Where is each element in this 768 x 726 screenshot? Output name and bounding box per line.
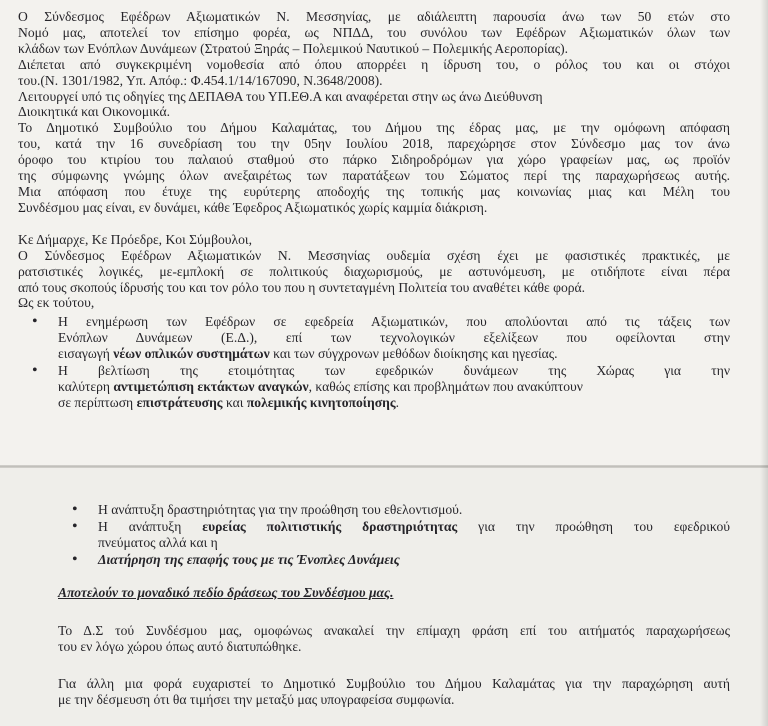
- address-line: από τους σκοπούς ίδρυσής του και τον ρόλο του που η συντεταγμένη Πολιτεία του αναθέτει κάθε φορά.: [18, 279, 586, 295]
- bullet-line: [58, 346, 730, 362]
- bullet-line: [98, 552, 730, 568]
- address-line: ρατσιστικές λογικές, με-εμπλοκή σε πολιτικούς διαχωρισμούς, με αστυνόμευση, με οτιδήποτε είναι πέρα: [18, 263, 730, 279]
- revoke-paragraph: [58, 623, 730, 655]
- bullet-text: , καθώς επίσης και προβλημάτων που ανακύπτουν: [308, 378, 583, 394]
- lower-text-block: [58, 502, 730, 569]
- intro-line: του.(Ν. 1301/1982, Υπ. Απόφ.: Φ.454.1/14/167090, Ν.3648/2008).: [18, 72, 383, 88]
- list-item: [18, 363, 730, 411]
- bullet-line: [98, 519, 730, 535]
- list-item: [58, 502, 730, 518]
- paragraph-gap: [18, 216, 730, 232]
- bullet-emphasis: Διατήρηση της επαφής τους με τις Ένοπλες Δυνάμεις: [98, 551, 400, 567]
- bullet-emphasis: αντιμετώπιση εκτάκτων αναγκών: [113, 378, 309, 394]
- intro-paragraph: [18, 9, 730, 216]
- bullet-emphasis: ευρείας πολιτιστικής δραστηριότητας: [202, 518, 458, 534]
- address-paragraph: [18, 232, 730, 312]
- objectives-list-bottom: [58, 502, 730, 568]
- bullet-text: για την προώθηση του εφεδρικού: [457, 518, 731, 534]
- thanks-line: Για άλλη μια φορά ευχαριστεί το Δημοτικό Συμβούλιο του Δήμου Καλαμάτας για την παραχώρηση αυτή: [58, 676, 730, 691]
- bullet-emphasis: νέων οπλικών συστημάτων: [113, 346, 270, 362]
- scope-heading: Αποτελούν το μοναδικό πεδίο δράσεως του Συνδέσμου μας.: [58, 585, 394, 600]
- objectives-list-top: [18, 314, 730, 410]
- address-line: Ο Σύνδεσμος Εφέδρων Αξιωματικών Ν. Μεσσηνίας ουδεμία σχέση έχει με φασιστικές πρακτικές, με: [18, 247, 730, 263]
- intro-line: κλάδων των Ενόπλων Δυνάμεων (Στρατού Ξηράς – Πολεμικού Ναυτικού – Πολεμικής Αεροπορίας).: [18, 40, 569, 56]
- bullet-emphasis: πολεμικής κινητοποίησης: [246, 394, 396, 410]
- intro-line: Διέπεται από συγκεκριμένη νομοθεσία από όπου απορρέει η ίδρυση του, ο ρόλος του και οι στόχοι: [18, 56, 730, 72]
- bullet-text: και: [222, 394, 247, 410]
- intro-line: Το Δημοτικό Συμβούλιο του Δήμου Καλαμάτας, του Δήμου της έδρας μας, με την ομόφωνη απόφαση: [18, 120, 730, 136]
- intro-line: Συνδέσμου μας είναι, εν δυνάμει, κάθε Έφεδρος Αξιωματικός χωρίς καμμία διάκριση.: [18, 199, 488, 215]
- bullet-line: • Η ενημέρωση των Εφέδρων σε εφεδρεία Αξιωματικών, που απολύονται από τις τάξεις των: [58, 314, 730, 330]
- bullet-text: και των σύγχρονων μεθόδων διοίκησης και ηγεσίας.: [269, 346, 558, 362]
- bullet-text: .: [395, 394, 399, 410]
- scope-heading-block: [58, 585, 730, 601]
- bullet-line: Ενόπλων Δυνάμεων (Ε.Δ.), επί των τεχνολογικών εξελίξεων που οφείλονται στην: [58, 330, 730, 346]
- intro-line: Μια απόφαση που έτυχε της ευρύτερης αποδοχής της τοπικής μας κοινωνίας μιας και Μέλη του: [18, 183, 730, 199]
- intro-line: της σύμφωνης γνώμης όλων ανεξαιρέτως των παρατάξεων του Σώματος περί της παραχωρήσεως αυτής.: [18, 168, 730, 184]
- bullet-line: πνεύματος αλλά και η: [98, 534, 218, 550]
- list-item: [58, 552, 730, 568]
- bullet-line: • Η ανάπτυξη δραστηριότητας για την προώθηση του εθελοντισμού.: [98, 502, 463, 517]
- page-edge-shadow: [760, 0, 768, 726]
- list-item: [18, 314, 730, 362]
- upper-text-block: [18, 9, 730, 412]
- intro-line: του, κατά την 16 συνεδρίαση του την 05ην Ιουλίου 2018, παρεχώρησε στον Σύνδεσμο μας τον άνω: [18, 136, 730, 152]
- intro-line: Νομό μας, αποτελεί τον επίσημο φορέα, ως ΝΠΔΔ, του συνόλου των Εφέδρων Αξιωματικών όλων των: [18, 24, 730, 40]
- bullet-line: [58, 379, 730, 395]
- page-fold-divider: [0, 465, 768, 468]
- bullet-line: • Η βελτίωση της ετοιμότητας των εφεδρικών δυνάμεων της Χώρας για την: [58, 363, 730, 379]
- bullet-text: εισαγωγή: [58, 346, 114, 362]
- revoke-line: του εν λόγω χώρου όπως αυτό διατυπώθηκε.: [58, 638, 302, 654]
- intro-line: Ο Σύνδεσμος Εφέδρων Αξιωματικών Ν. Μεσσηνίας, με αδιάλειπτη παρουσία άνω των 50 ετών στο: [18, 9, 730, 24]
- consequently-line: Ως εκ τούτου,: [18, 295, 95, 311]
- bullet-text: σε περίπτωση: [58, 394, 137, 410]
- bullet-emphasis: επιστράτευσης: [136, 394, 223, 410]
- bullet-text: Η ανάπτυξη: [98, 518, 203, 534]
- bullet-line: [58, 395, 730, 411]
- list-item: [58, 519, 730, 551]
- intro-line: Λειτουργεί υπό τις οδηγίες της ΔΕΠΑΘΑ του ΥΠ.ΕΘ.Α και αναφέρεται στην ως άνω Διεύθυνση: [18, 88, 543, 104]
- bullet-text: καλύτερη: [58, 378, 114, 394]
- intro-line: Διοικητικά και Οικονομικά.: [18, 104, 171, 120]
- revoke-line: Το Δ.Σ τού Συνδέσμου μας, ομοφώνως ανακαλεί την επίμαχη φράση επί του αιτήματός παραχωρήσεως: [58, 623, 730, 638]
- thanks-line: με την δέσμευση ότι θα τιμήσει την μεταξύ μας υπογραφείσα συμφωνία.: [58, 691, 455, 707]
- intro-line: όροφο του κτιρίου του παλαιού σταθμού στο πάρκο Σιδηροδρόμων για χώρο γραφείων μας, ως προϊόν: [18, 152, 730, 168]
- salutation: Κε Δήμαρχε, Κε Πρόεδρε, Κοι Σύμβουλοι,: [18, 231, 252, 247]
- thanks-paragraph: [58, 676, 730, 708]
